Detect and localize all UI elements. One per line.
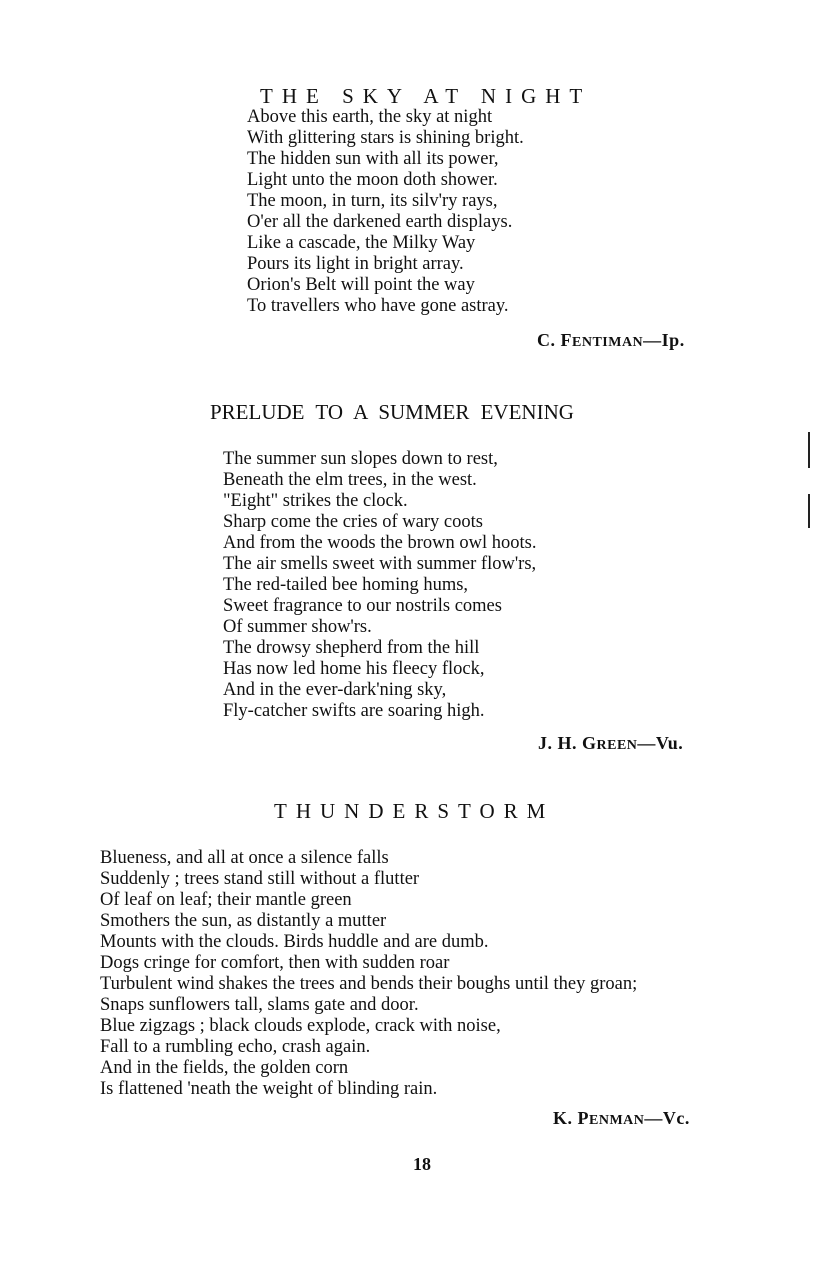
author-surname: REEN — [596, 738, 638, 753]
poem-body — [100, 848, 637, 1100]
poem-line: Above this earth, the sky at night — [247, 107, 493, 127]
poem-line: Snaps sunflowers tall, slams gate and door. — [100, 995, 419, 1015]
poem-body — [247, 107, 524, 317]
poem-line: O'er all the darkened earth displays. — [247, 212, 513, 232]
poem-line: Mounts with the clouds. Birds huddle and are dumb. — [100, 932, 489, 952]
author-form: —Vc. — [644, 1108, 690, 1128]
poem-line: The summer sun slopes down to rest, — [223, 449, 498, 469]
poem-line: To travellers who have gone astray. — [247, 296, 509, 316]
poem-title: PRELUDE TO A SUMMER EVENING — [210, 400, 574, 424]
author-initial: K. P — [553, 1108, 589, 1128]
page-number: 18 — [413, 1154, 431, 1174]
poem-line: Of leaf on leaf; their mantle green — [100, 890, 352, 910]
poem-line: Fall to a rumbling echo, crash again. — [100, 1037, 371, 1057]
poem-line: The air smells sweet with summer flow'rs, — [223, 554, 537, 574]
poem-line: Sweet fragrance to our nostrils comes — [223, 596, 502, 616]
poem-line: Is flattened 'neath the weight of blinding rain. — [100, 1079, 438, 1099]
poem-title: THE SKY AT NIGHT — [260, 84, 592, 108]
poem-line: Sharp come the cries of wary coots — [223, 512, 483, 532]
poem-line: Of summer show'rs. — [223, 617, 372, 637]
author-credit — [553, 1108, 690, 1129]
author-initial: J. H. G — [538, 733, 597, 753]
poem-line: With glittering stars is shining bright. — [247, 128, 524, 148]
poem-line: The hidden sun with all its power, — [247, 149, 499, 169]
poem-line: And from the woods the brown owl hoots. — [223, 533, 537, 553]
poem-line: "Eight" strikes the clock. — [223, 491, 408, 511]
poem-title: THUNDERSTORM — [274, 799, 555, 823]
poem-line: Light unto the moon doth shower. — [247, 170, 498, 190]
poem-line: Orion's Belt will point the way — [247, 275, 475, 295]
author-initial: C. F — [537, 330, 572, 350]
scan-edge-mark — [808, 432, 810, 468]
author-form: —Ip. — [643, 330, 685, 350]
poem-line: Like a cascade, the Milky Way — [247, 233, 476, 253]
poem-line: Dogs cringe for comfort, then with sudden roar — [100, 953, 450, 973]
poem-line: Smothers the sun, as distantly a mutter — [100, 911, 387, 931]
author-credit — [537, 330, 685, 351]
poem-line: And in the ever-dark'ning sky, — [223, 680, 447, 700]
poem-body — [223, 449, 536, 722]
poem-line: Blue zigzags ; black clouds explode, crack with noise, — [100, 1016, 501, 1036]
poem-line: The drowsy shepherd from the hill — [223, 638, 480, 658]
poem-line: The red-tailed bee homing hums, — [223, 575, 469, 595]
poem-line: Blueness, and all at once a silence falls — [100, 848, 389, 868]
poem-line: Turbulent wind shakes the trees and bends their boughs until they groan; — [100, 974, 638, 994]
poem-line: The moon, in turn, its silv'ry rays, — [247, 191, 498, 211]
poem-line: And in the fields, the golden corn — [100, 1058, 349, 1078]
poem-line: Beneath the elm trees, in the west. — [223, 470, 477, 490]
author-surname: ENMAN — [589, 1113, 645, 1128]
scan-edge-mark — [808, 494, 810, 528]
author-form: —Vu. — [637, 733, 684, 753]
poem-line: Fly-catcher swifts are soaring high. — [223, 701, 485, 721]
poem-line: Pours its light in bright array. — [247, 254, 464, 274]
author-credit — [538, 733, 683, 754]
poem-line: Has now led home his fleecy flock, — [223, 659, 485, 679]
author-surname: ENTIMAN — [572, 335, 644, 350]
poem-line: Suddenly ; trees stand still without a flutter — [100, 869, 420, 889]
